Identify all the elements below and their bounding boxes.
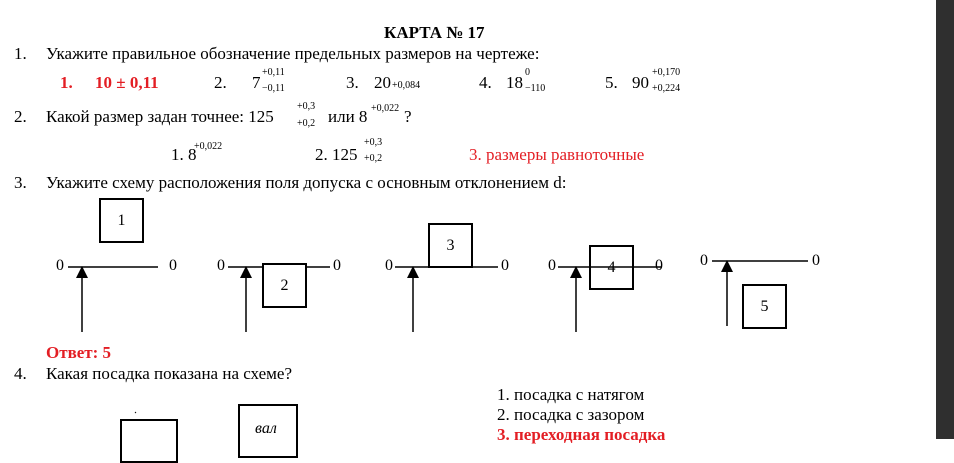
q2-lower: +0,2 xyxy=(297,118,316,129)
zero-label-3a: 0 xyxy=(385,257,393,274)
q1-option-3-base: 20 xyxy=(374,73,391,92)
zero-label-4b: 0 xyxy=(655,257,663,274)
q1-option-2-num: 2. xyxy=(214,73,227,92)
q2-text-mid: или 8 xyxy=(328,107,368,126)
zero-label-1b: 0 xyxy=(169,257,177,274)
q4-option-2: 2. посадка с зазором xyxy=(497,405,645,424)
q1-option-5-upper: +0,170 xyxy=(652,67,681,78)
q2-number: 2. xyxy=(14,107,27,126)
q1-option-2-base: 7 xyxy=(252,73,261,92)
q1-option-4-num: 4. xyxy=(479,73,492,92)
q4-option-1: 1. посадка с натягом xyxy=(497,385,645,404)
q1-option-5-lower: +0,224 xyxy=(652,83,681,94)
q1-option-2-lower: −0,11 xyxy=(262,83,285,94)
q3-answer: Ответ: 5 xyxy=(46,343,112,362)
shaft-box xyxy=(238,404,298,458)
q2-answer-3: 3. размеры равноточные xyxy=(469,145,645,164)
q1-option-3-sub: +0,084 xyxy=(392,80,421,91)
shaft-label: вал xyxy=(255,420,277,437)
tolerance-box-1[interactable]: 1 xyxy=(99,198,144,243)
q2-answer-2-lower: +0,2 xyxy=(364,153,383,164)
q2-answer-2-upper: +0,3 xyxy=(364,137,383,148)
page-title: КАРТА № 17 xyxy=(384,23,485,42)
q1-option-4-base: 18 xyxy=(506,73,523,92)
zero-label-2a: 0 xyxy=(217,257,225,274)
q3-text: Укажите схему расположения поля допуска с основным отклонением d: xyxy=(46,173,567,192)
tolerance-box-5[interactable]: 5 xyxy=(742,284,787,329)
q1-option-4-upper: 0 xyxy=(525,67,530,78)
q1-option-1-text: 10 ± 0,11 xyxy=(95,73,159,92)
zero-label-5b: 0 xyxy=(812,252,820,269)
q2-upper: +0,3 xyxy=(297,101,316,112)
q1-option-2-upper: +0,11 xyxy=(262,67,285,78)
q1-option-5-base: 90 xyxy=(632,73,649,92)
zero-label-3b: 0 xyxy=(501,257,509,274)
q1-option-3-num: 3. xyxy=(346,73,359,92)
zero-label-2b: 0 xyxy=(333,257,341,274)
q4-option-3: 3. переходная посадка xyxy=(497,425,666,444)
q2-sup: +0,022 xyxy=(371,103,400,114)
q2-text: Какой размер задан точнее: 125 xyxy=(46,107,274,126)
hole-box xyxy=(120,419,178,463)
q4-number: 4. xyxy=(14,364,27,383)
tolerance-box-4[interactable]: 4 xyxy=(589,245,634,290)
q2-answer-2: 2. 125 xyxy=(315,145,358,164)
zero-label-1a: 0 xyxy=(56,257,64,274)
q2-answer-1: 1. 8 xyxy=(171,145,197,164)
tolerance-box-2[interactable]: 2 xyxy=(262,263,307,308)
q1-option-5-num: 5. xyxy=(605,73,618,92)
q1-option-1-num: 1. xyxy=(60,73,73,92)
q4-text: Какая посадка показана на схеме? xyxy=(46,364,293,383)
q2-text-end: ? xyxy=(404,107,412,126)
q1-option-4-lower: −110 xyxy=(525,83,546,94)
q2-answer-1-sup: +0,022 xyxy=(194,141,223,152)
q1-number: 1. xyxy=(14,44,27,63)
zero-label-4a: 0 xyxy=(548,257,556,274)
q1-text: Укажите правильное обозначение предельных размеров на чертеже: xyxy=(46,44,540,63)
zero-label-5a: 0 xyxy=(700,252,708,269)
q3-number: 3. xyxy=(14,173,27,192)
q4-dot xyxy=(135,412,136,413)
tolerance-box-3[interactable]: 3 xyxy=(428,223,473,268)
